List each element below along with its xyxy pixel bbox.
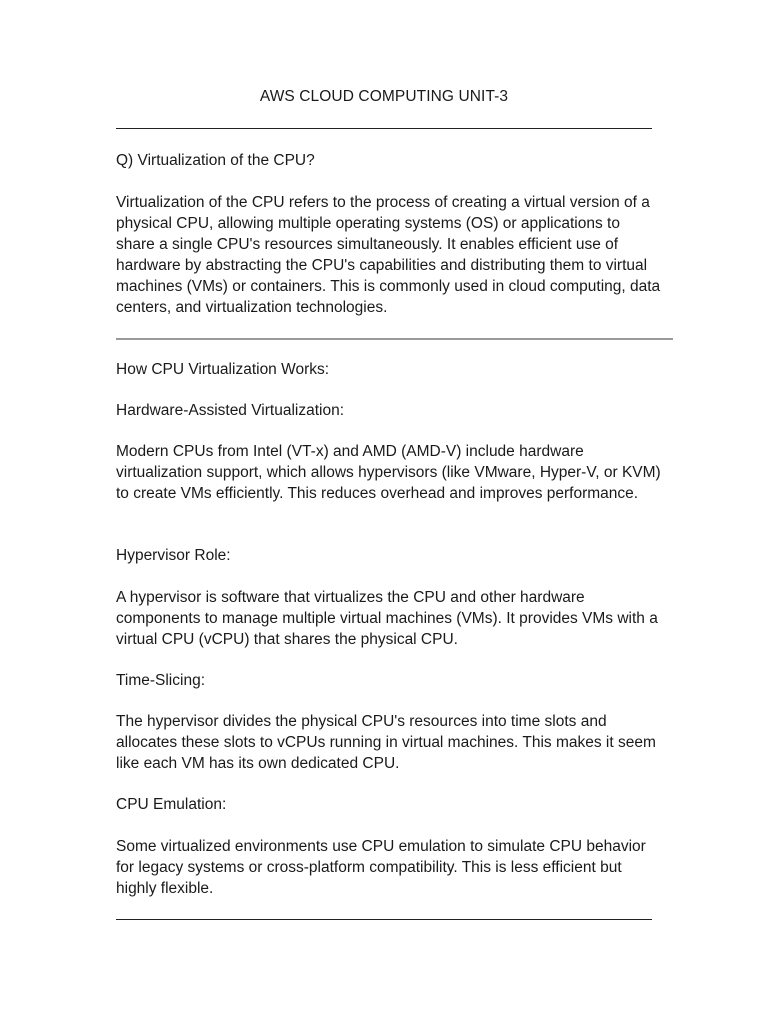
end-divider <box>116 919 652 920</box>
document-title: AWS CLOUD COMPUTING UNIT-3 <box>259 88 509 105</box>
section-divider <box>116 338 673 340</box>
hypervisor-heading: Hypervisor Role: <box>116 547 231 564</box>
emulation-paragraph: Some virtualized environments use CPU emulation to simulate CPU behavior for legacy systems or cross-platform compatibility. This is less efficient but highly flexible. <box>116 838 646 897</box>
title-divider <box>116 128 652 129</box>
intro-paragraph: Virtualization of the CPU refers to the process of creating a virtual version of a physical CPU, allowing multiple operating systems (OS) or applications to share a single CPU's resources simultaneously. It enables efficient use of hardware by abstracting the CPU's capabilities and distributing them to virtual machines (VMs) or containers. This is commonly used in cloud computing, data centers, and virtualization technologies. <box>116 194 661 316</box>
question-heading: Q) Virtualization of the CPU? <box>116 152 315 169</box>
how-heading: How CPU Virtualization Works: <box>116 361 330 378</box>
hypervisor-paragraph: A hypervisor is software that virtualizes the CPU and other hardware components to manage multiple virtual machines (VMs). It provides VMs with a virtual CPU (vCPU) that shares the physical CPU. <box>116 589 658 648</box>
emulation-heading: CPU Emulation: <box>116 796 227 813</box>
hw-heading: Hardware-Assisted Virtualization: <box>116 402 345 419</box>
timeslicing-paragraph: The hypervisor divides the physical CPU's resources into time slots and allocates these slots to vCPUs running in virtual machines. This makes it seem like each VM has its own dedicated CPU. <box>116 713 656 772</box>
timeslicing-heading: Time-Slicing: <box>116 672 205 689</box>
hw-paragraph: Modern CPUs from Intel (VT-x) and AMD (AMD-V) include hardware virtualization support, which allows hypervisors (like VMware, Hyper-V, or KVM) to create VMs efficiently. This reduces overhead and improves performance. <box>116 443 661 502</box>
